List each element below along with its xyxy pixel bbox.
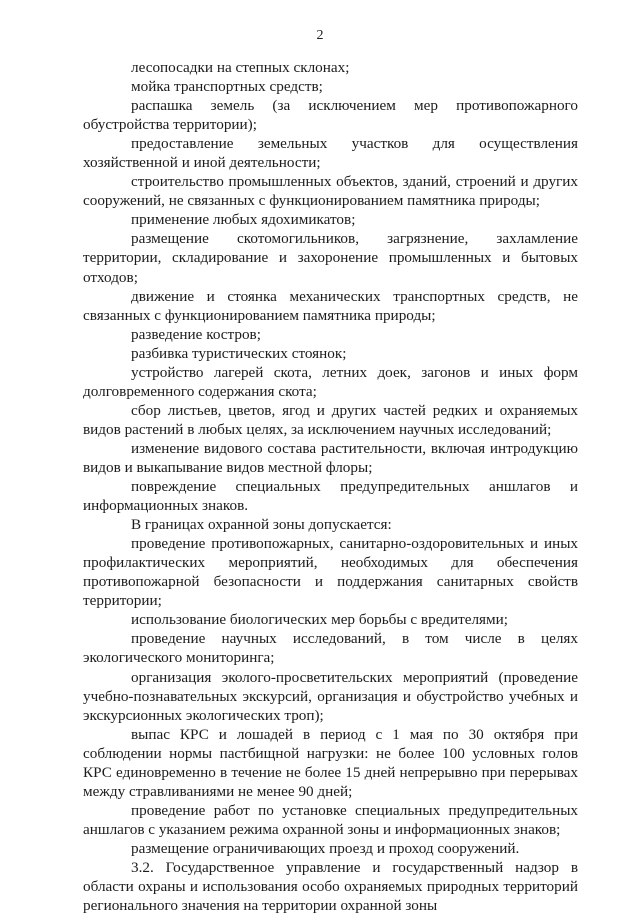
- section-3-2-paragraph: 3.2. Государственное управление и государственный надзор в области охраны и использования особо охраняемых природных территорий регионального значения на территории охранной зоны: [83, 858, 578, 915]
- paragraph: применение любых ядохимикатов;: [131, 211, 356, 229]
- paragraph: использование биологических мер борьбы с вредителями;: [131, 611, 508, 629]
- paragraph: проведение работ по установке специальных предупредительных аншлагов с указанием режима охранной зоны и информационных знаков;: [83, 801, 578, 838]
- paragraph: строительство промышленных объектов, зданий, строений и других сооружений, не связанных с функционированием памятника природы;: [83, 173, 578, 210]
- paragraph: распашка земель (за исключением мер противопожарного обустройства территории);: [83, 97, 578, 134]
- paragraph: изменение видового состава растительности, включая интродукцию видов и выкапывание видов местной флоры;: [83, 439, 578, 476]
- paragraph: организация эколого-просветительских мероприятий (проведение учебно-познавательных экскурсий, организация и обустройство учебных и экскурсионных экологических троп);: [83, 668, 578, 724]
- section-lead-paragraph: В границах охранной зоны допускается:: [131, 516, 392, 534]
- paragraph: размещение ограничивающих проезд и проход сооружений.: [131, 839, 520, 857]
- paragraph: проведение противопожарных, санитарно-оздоровительных и иных профилактических мероприятий, необходимых для обеспечения противопожарной безопасности и поддержания санитарных свойств территории;: [83, 535, 578, 610]
- paragraph: устройство лагерей скота, летних доек, загонов и иных форм долговременного содержания скота;: [83, 363, 578, 400]
- paragraph: предоставление земельных участков для осуществления хозяйственной и иной деятельности;: [83, 135, 578, 172]
- page-number: 2: [316, 28, 324, 43]
- paragraph: лесопосадки на степных склонах;: [131, 59, 350, 76]
- document-body: [83, 58, 578, 915]
- paragraph: повреждение специальных предупредительных аншлагов и информационных знаков.: [83, 478, 578, 515]
- paragraph: выпас КРС и лошадей в период с 1 мая по 30 октября при соблюдении нормы пастбищной нагрузки: не более 100 условных голов КРС единовременно в течение не более 15 дней непрерывно при перерывах между стравливаниями не менее 90 дней;: [83, 725, 578, 800]
- paragraph: размещение скотомогильников, загрязнение, захламление территории, складирование и захоронение промышленных и бытовых отходов;: [83, 230, 578, 286]
- paragraph: проведение научных исследований, в том числе в целях экологического мониторинга;: [83, 630, 578, 667]
- paragraph: сбор листьев, цветов, ягод и других частей редких и охраняемых видов растений в любых целях, за исключением научных исследований;: [83, 401, 578, 438]
- paragraph: разбивка туристических стоянок;: [131, 344, 347, 362]
- paragraph: движение и стоянка механических транспортных средств, не связанных с функционированием памятника природы;: [83, 287, 578, 324]
- paragraph: разведение костров;: [131, 325, 261, 343]
- paragraph: мойка транспортных средств;: [131, 78, 323, 96]
